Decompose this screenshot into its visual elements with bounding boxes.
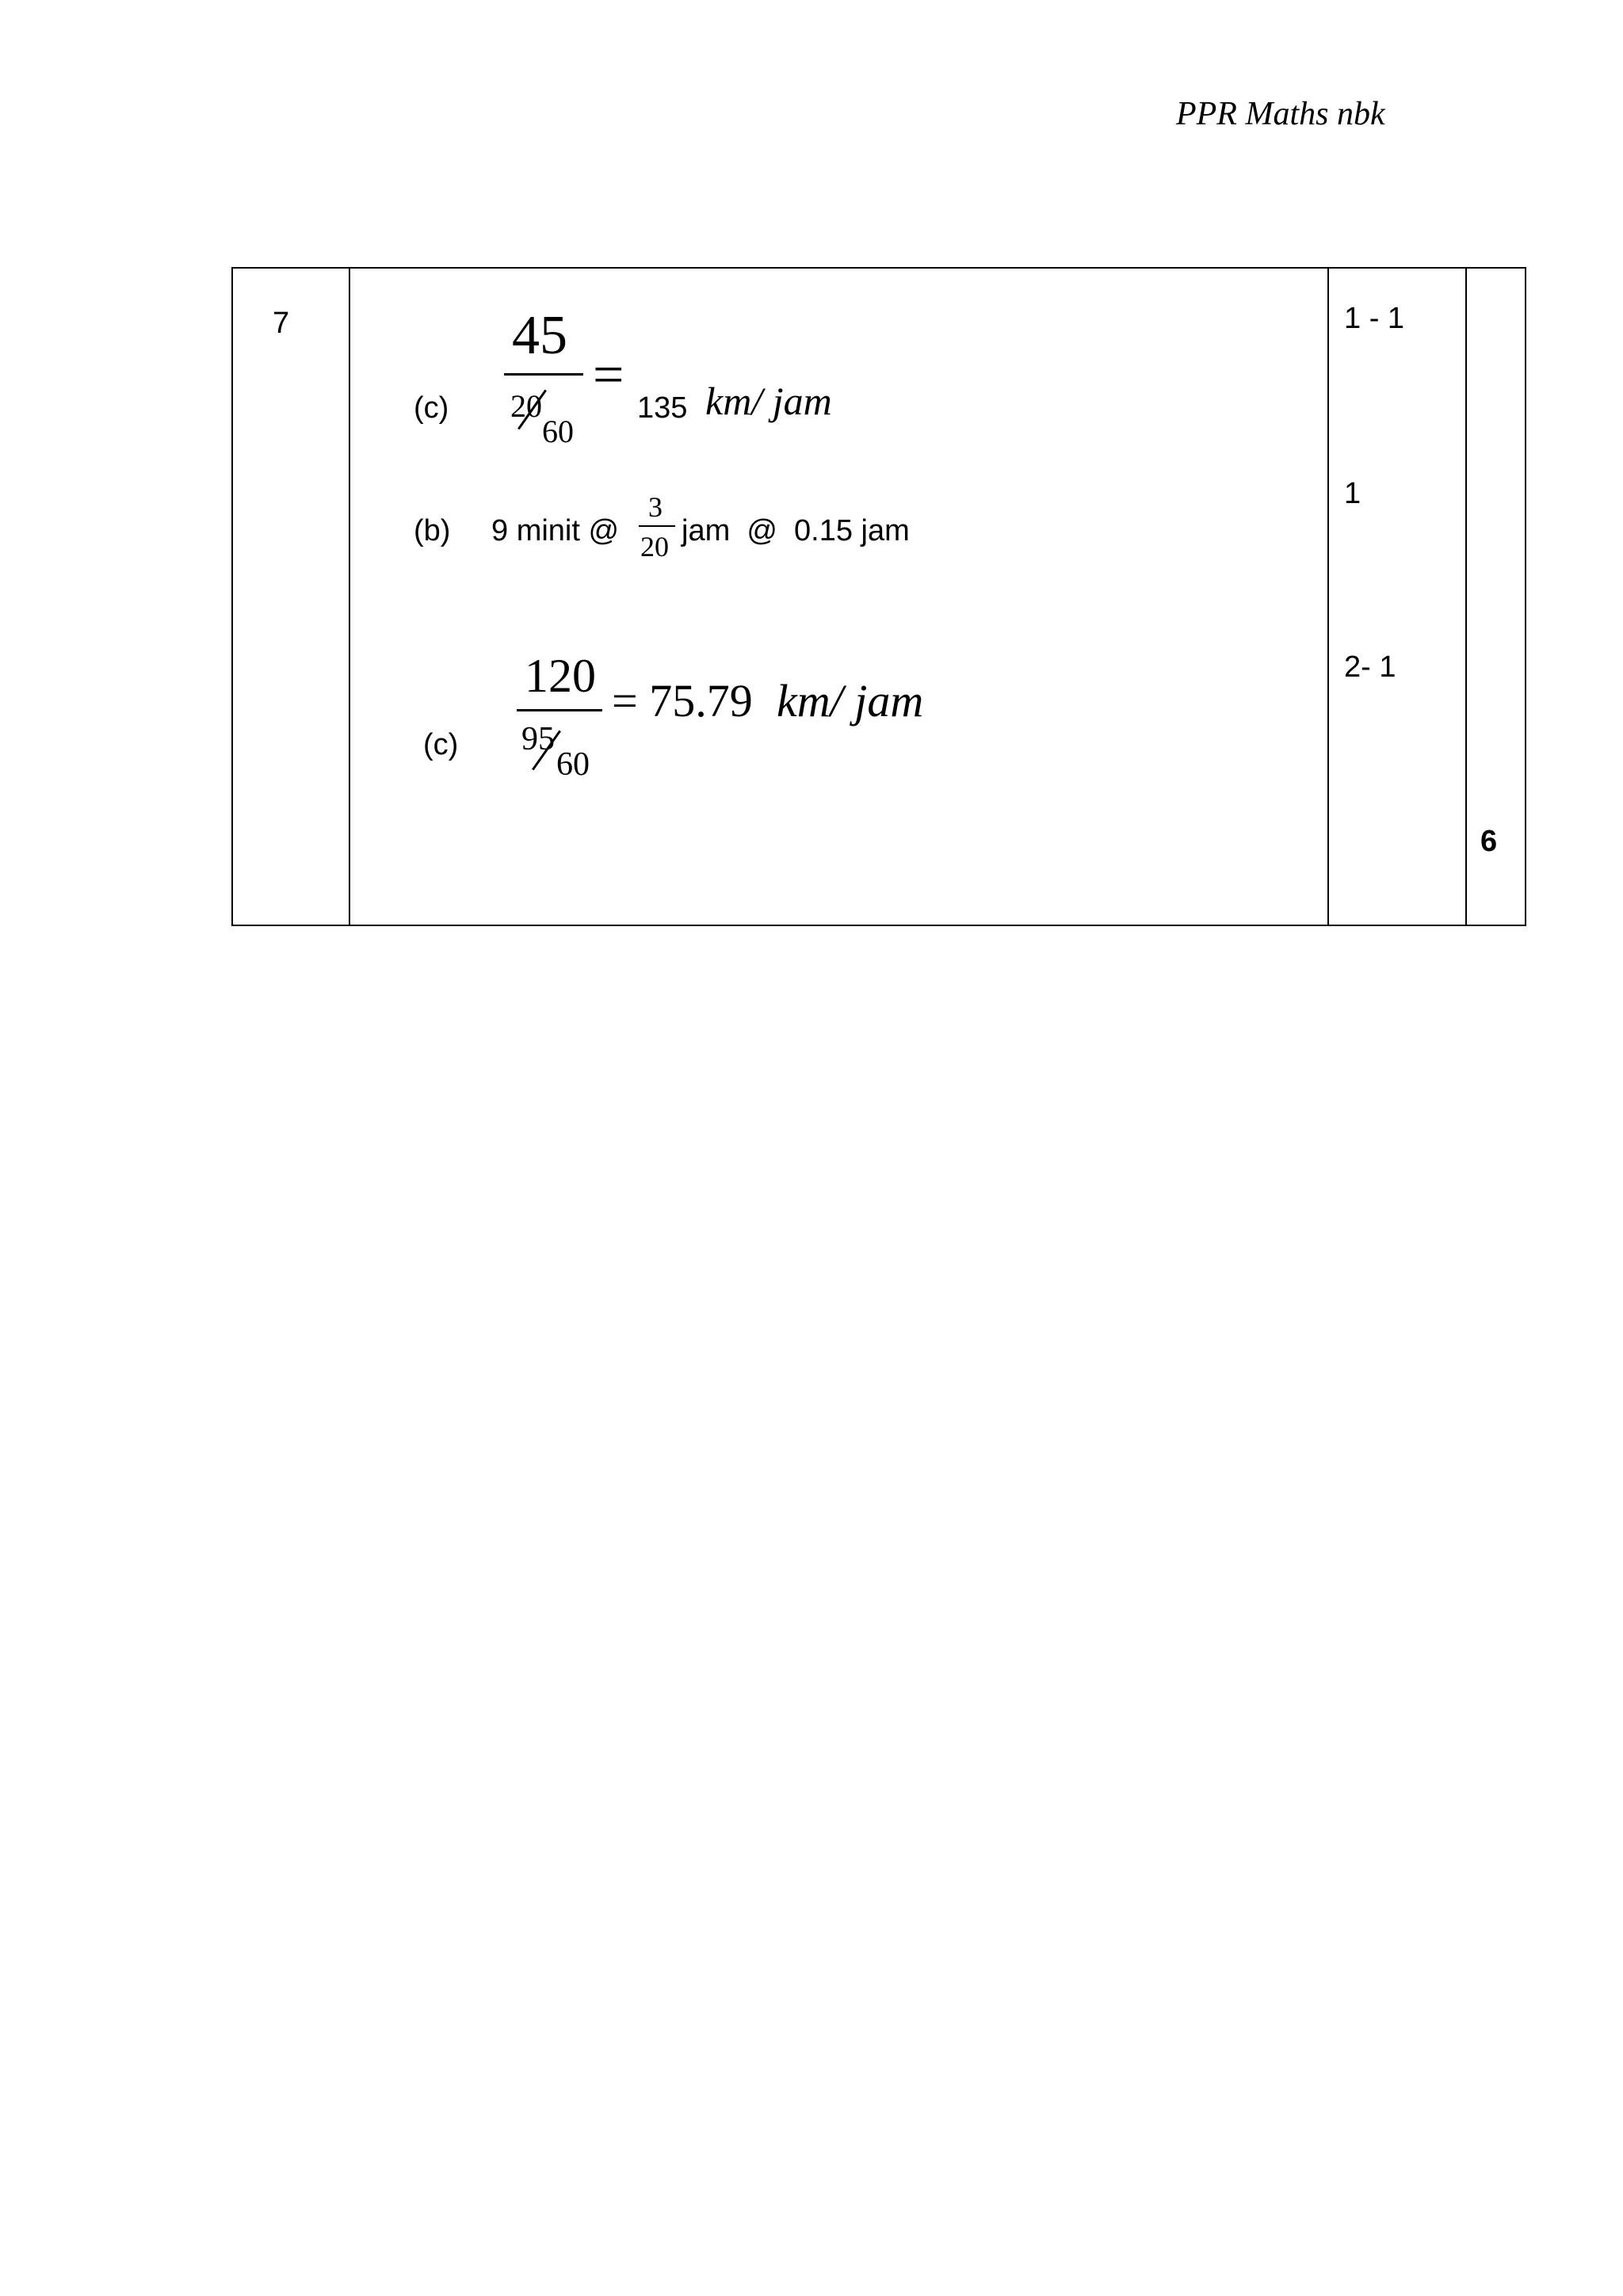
answer-table — [231, 267, 1526, 926]
part-c1-denominator-top: 20 — [510, 388, 542, 424]
question-number: 7 — [273, 307, 290, 340]
part-c2-fraction-bar — [517, 709, 602, 711]
part-c1-label: (c) — [414, 391, 449, 425]
part-b-label: (b) — [414, 514, 451, 547]
part-b-fraction-bar — [639, 525, 675, 527]
part-c1-equals: = — [593, 345, 624, 406]
part-c2-equals-result: = 75.79 — [612, 675, 753, 727]
part-c2-unit: km/ jam — [777, 675, 924, 727]
part-b-fraction-numerator: 3 — [648, 491, 663, 523]
column-divider — [1465, 269, 1467, 925]
column-divider — [349, 269, 350, 925]
part-b-fraction-denominator: 20 — [640, 531, 669, 563]
part-c2-denominator-top: 95 — [521, 721, 555, 757]
page-header: PPR Maths nbk — [1176, 96, 1385, 132]
part-b-text-after: jam @ 0.15 jam — [682, 514, 910, 547]
marks-c2: 2- 1 — [1344, 650, 1396, 684]
column-divider — [1327, 269, 1329, 925]
part-c2-numerator: 120 — [525, 650, 596, 702]
marks-c1: 1 - 1 — [1344, 302, 1405, 335]
part-c1-denominator-bottom: 60 — [542, 414, 574, 449]
part-b-text-before: 9 minit @ — [491, 514, 620, 547]
part-c1-fraction-bar — [504, 373, 583, 376]
part-c1-result: 135 — [637, 391, 688, 425]
part-c1-unit: km/ jam — [705, 379, 832, 423]
marks-b: 1 — [1344, 477, 1361, 510]
total-marks: 6 — [1480, 825, 1498, 858]
part-c1-numerator: 45 — [512, 305, 567, 366]
part-c2-label: (c) — [423, 728, 459, 761]
part-c2-denominator-bottom: 60 — [556, 746, 590, 783]
